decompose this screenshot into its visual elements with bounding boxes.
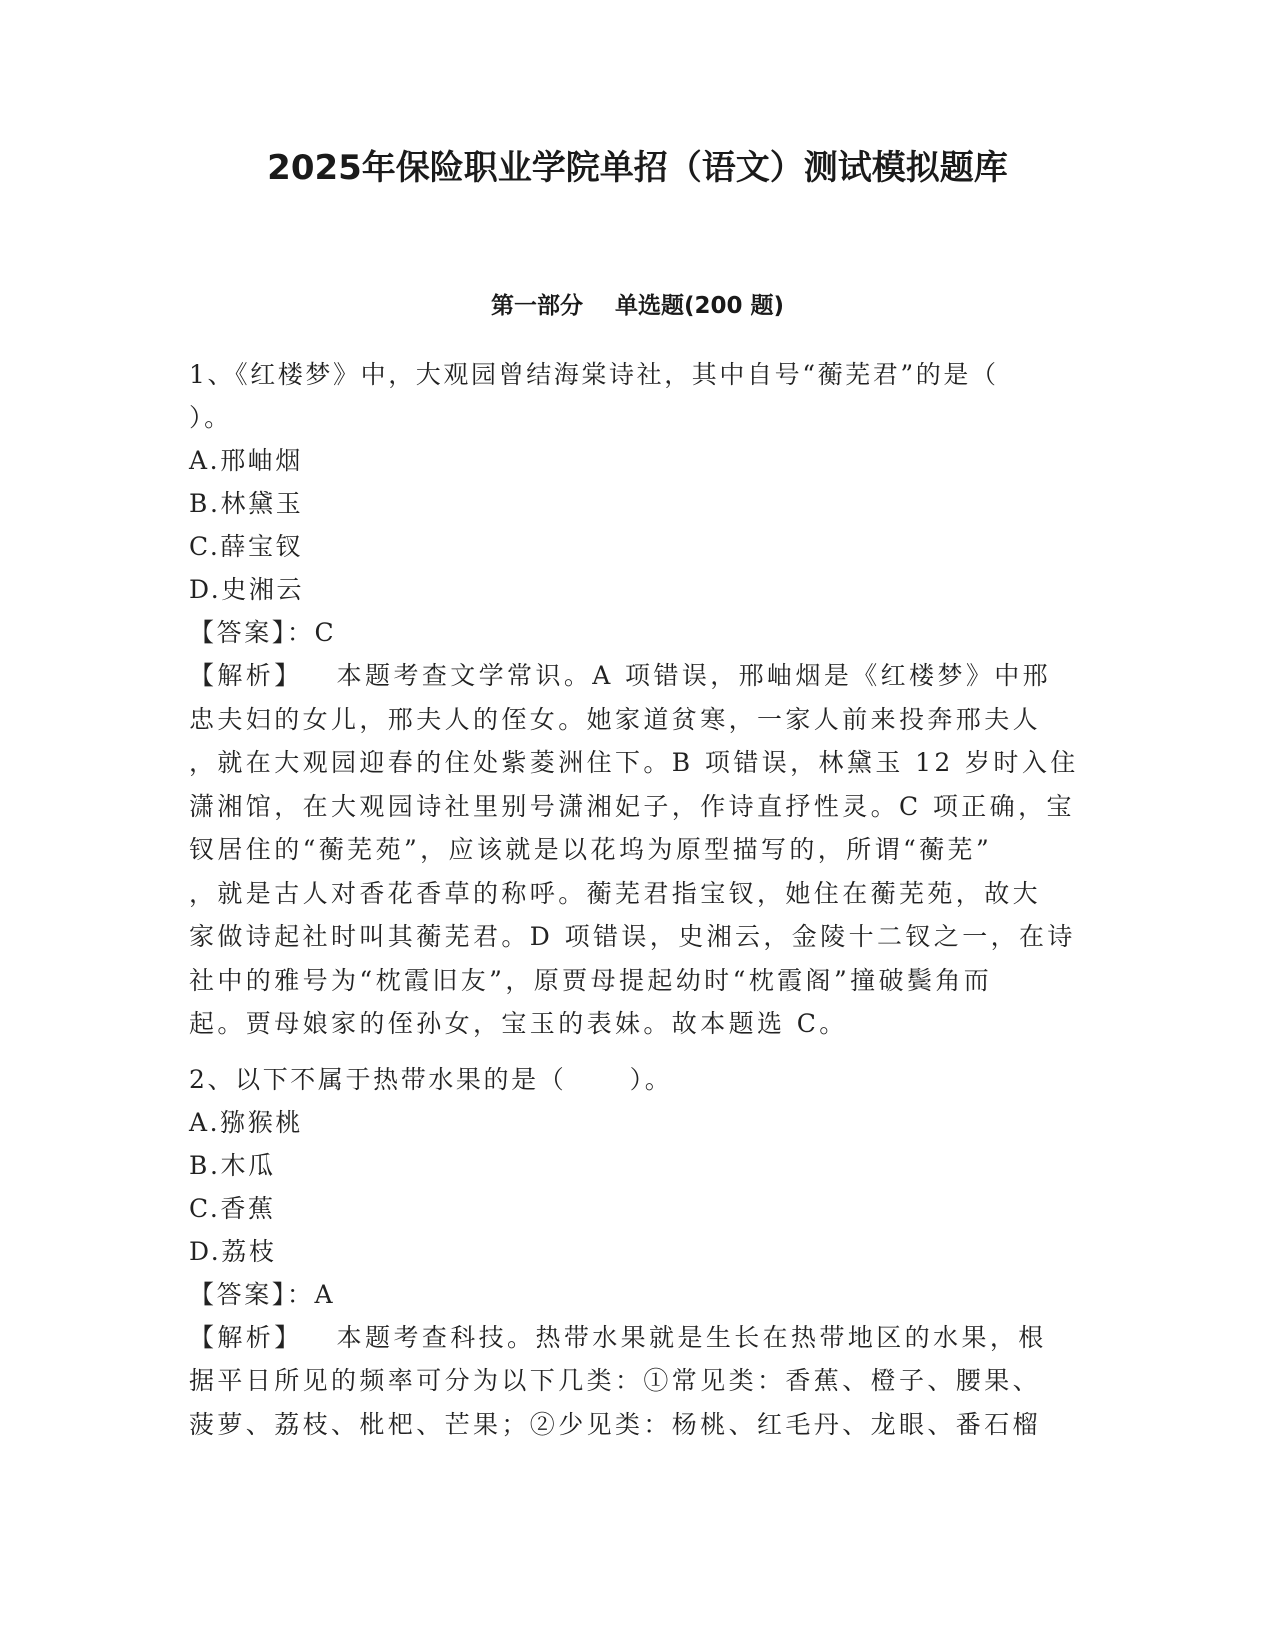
option-c: C.薛宝钗 [189, 532, 304, 561]
option-c: C.香蕉 [189, 1193, 276, 1223]
analysis-line: 忠夫妇的女儿，邢夫人的侄女。她家道贫寒，一家人前来投奔邢夫人 [189, 704, 1042, 734]
analysis-line: 【解析】 本题考查科技。热带水果就是生长在热带地区的水果，根 [189, 1322, 1047, 1352]
option-d: D.史湘云 [189, 575, 305, 604]
analysis-line: ，就是古人对香花香草的称呼。蘅芜君指宝钗，她住在蘅芜苑，故大 [189, 878, 1042, 908]
document-title: 2025年保险职业学院单招（语文）测试模拟题库 [267, 148, 1008, 188]
analysis-line: 家做诗起社时叫其蘅芜君。D 项错误，史湘云，金陵十二钗之一，在诗 [189, 922, 1076, 951]
analysis-line: 菠萝、荔枝、枇杷、芒果；②少见类：杨桃、红毛丹、龙眼、番石榴 [189, 1409, 1042, 1439]
analysis-line: 钗居住的“蘅芜苑”，应该就是以花坞为原型描写的，所谓“蘅芜” [189, 835, 993, 864]
question-stem-line: 1、《红楼梦》中，大观园曾结海棠诗社，其中自号“蘅芜君”的是（ [189, 360, 999, 389]
question-block [189, 1058, 1089, 1447]
analysis-line: 起。贾母娘家的侄孙女，宝玉的表妹。故本题选 C。 [189, 1009, 848, 1038]
question-stem-line: ）。 [189, 403, 232, 432]
analysis-line: 据平日所见的频率可分为以下几类：①常见类：香蕉、橙子、腰果、 [189, 1366, 1042, 1395]
analysis-line: 潇湘馆，在大观园诗社里别号潇湘妃子，作诗直抒性灵。C 项正确，宝 [189, 791, 1075, 821]
option-b: B.林黛玉 [189, 489, 304, 518]
answer-line: 【答案】：A [189, 1279, 336, 1309]
question-stem-line: 2、以下不属于热带水果的是（ ）。 [189, 1064, 673, 1094]
question-list [189, 353, 1089, 1446]
option-a: A.猕猴桃 [189, 1107, 304, 1137]
section-title: 第一部分 单选题(200 题) [490, 293, 785, 319]
option-b: B.木瓜 [189, 1150, 276, 1180]
analysis-line: 【解析】 本题考查文学常识。A 项错误，邢岫烟是《红楼梦》中邢 [189, 661, 1052, 690]
question-spacer [189, 1046, 1089, 1058]
question-block [189, 353, 1089, 1046]
option-a: A.邢岫烟 [189, 446, 304, 475]
analysis-line: ，就在大观园迎春的住处紫菱洲住下。B 项错误，林黛玉 12 岁时入住 [189, 748, 1079, 777]
analysis-line: 社中的雅号为“枕霞旧友”，原贾母提起幼时“枕霞阁”撞破鬓角而 [189, 965, 993, 995]
option-d: D.荔枝 [189, 1236, 277, 1266]
answer-line: 【答案】：C [189, 618, 337, 647]
